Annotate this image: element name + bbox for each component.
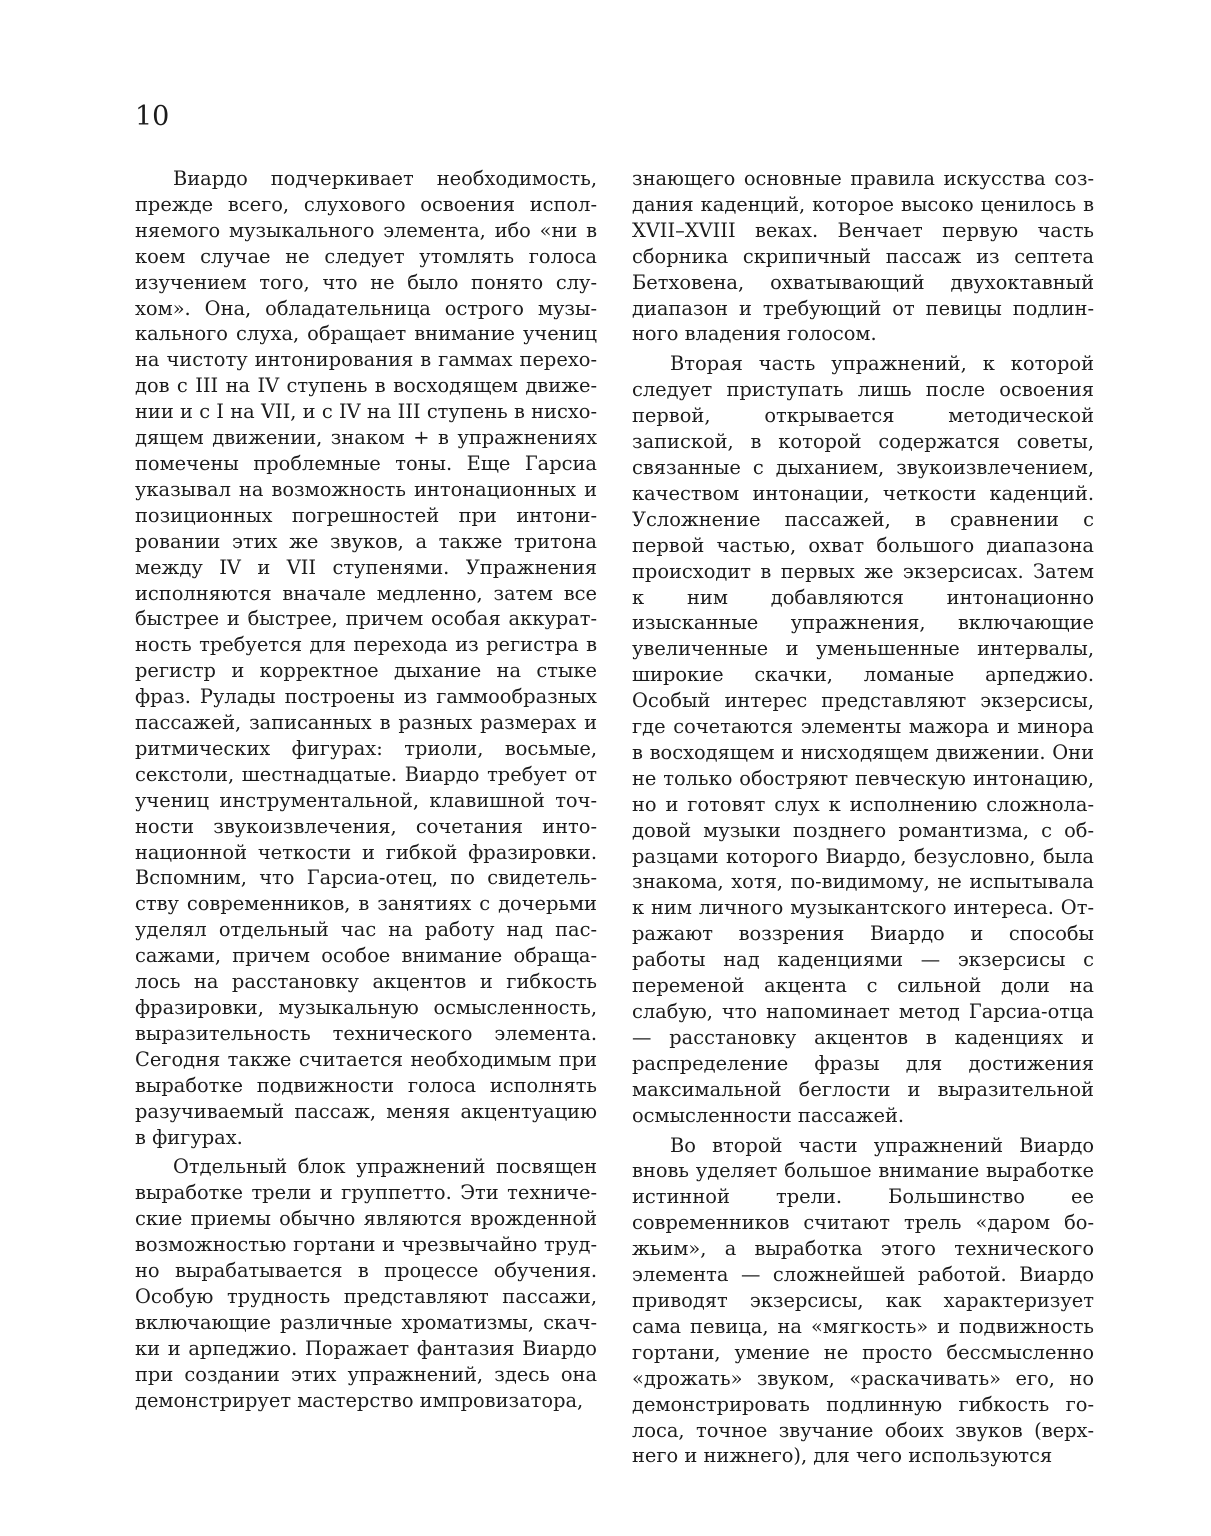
left-paragraph-2: Отдельный блок упражнений посвящен выработке трели и группетто. Эти технические приемы обычно являются врожденной возможностью гортани и чрезвычайно трудно вырабатывается в процессе обучения. Особую трудность представляют пассажи, включающие различные хроматизмы, скачки и арпеджио. Поражает фантазия Виардо при создании этих упражнений, здесь она демонстрирует мастерство импровизатора, [135,1155,597,1412]
left-paragraph-1: Виардо подчеркивает необходимость, прежде всего, слухового освоения исполняемого музыкального элемента, ибо «ни в коем случае не следует утомлять голоса изучением того, что не было понято слухом». Она, обладательница острого музыкального слуха, обращает внимание учениц на чистоту интонирования в гаммах переходов с III на IV ступень в восходящем движении и с I на VII, и с IV на III ступень в нисходящем движении, знаком + в упражнениях помечены проблемные тоны. Еще Гарсиа указывал на возможность интонационных и позиционных погрешностей при интонировании этих же звуков, а также тритона между IV и VII ступенями. Упражнения исполняются вначале медленно, затем все быстрее и быстрее, причем особая аккуратность требуется для перехода из регистра в регистр и корректное дыхание на стыке фраз. Рулады построены из гаммообразных пассажей, записанных в разных размерах и ритмических фигурах: триоли, восьмые, секстоли, шестнадцатые. Виардо требует от учениц инструментальной, клавишной точности звукоизвлечения, сочетания интонационной четкости и гибкой фразировки. Вспомним, что Гарсиа-отец, по свидетельству современников, в занятиях с дочерьми уделял отдельный час на работу над пассажами, причем особое внимание обращалось на расстановку акцентов и гибкость фразировки, музыкальную осмысленность, выразительность технического элемента. Сегодня также считается необходимым при выработке подвижности голоса исполнять разучиваемый пассаж, меняя акцентуацию в фигурах. [135,167,597,1149]
right-paragraph-2: Во второй части упражнений Виардо вновь уделяет большое внимание выработке истинной трели. Большинство ее современников считают трель «даром божьим», а выработка этого технического элемента — сложнейшей работой. Виардо приводят экзерсисы, как характеризует сама певица, на «мягкость» и подвижность гортани, умение не просто бессмысленно «дрожать» звуком, «раскачивать» его, но демонстрировать подлинную гибкость голоса, точное звучание обоих звуков (верхнего и нижнего), для чего используются [632,1133,1094,1468]
left-column [135,166,597,1414]
right-paragraph-1: Вторая часть упражнений, к которой следует приступать лишь после освоения первой, открывается методической запиской, в которой содержатся советы, связанные с дыханием, звукоизвлечением, качеством интонации, четкости каденций. Усложнение пассажей, в сравнении с первой частью, охват большого диапазона происходит в первых же экзерсисах. Затем к ним добавляются интонационно изысканные упражнения, включающие увеличенные и уменьшенные интервалы, широкие скачки, ломаные арпеджио. Особый интерес представляют экзерсисы, где сочетаются элементы мажора и минора в восходящем и нисходящем движении. Они не только обостряют певческую интонацию, но и готовят слух к исполнению сложноладовой музыки позднего романтизма, с образцами которого Виардо, безусловно, была знакома, хотя, по-видимому, не испытывала к ним личного музыкантского интереса. Отражают воззрения Виардо и способы работы над каденциями — экзерсисы с переменой акцента с сильной доли на слабую, что напоминает метод Гарсиа-отца — расстановку акцентов в каденциях и распределение фразы для достижения максимальной беглости и выразительной осмысленности пассажей. [632,352,1094,1127]
page-number: 10 [135,101,170,132]
right-continued-paragraph: знающего основные правила искусства создания каденций, которое высоко ценилось в XVII–XVIII веках. Венчает первую часть сборника скрипичный пассаж из септета Бетховена, охватывающий двухоктавный диапазон и требующий от певицы подлинного владения голосом. [632,167,1094,346]
right-column [632,166,1094,1469]
